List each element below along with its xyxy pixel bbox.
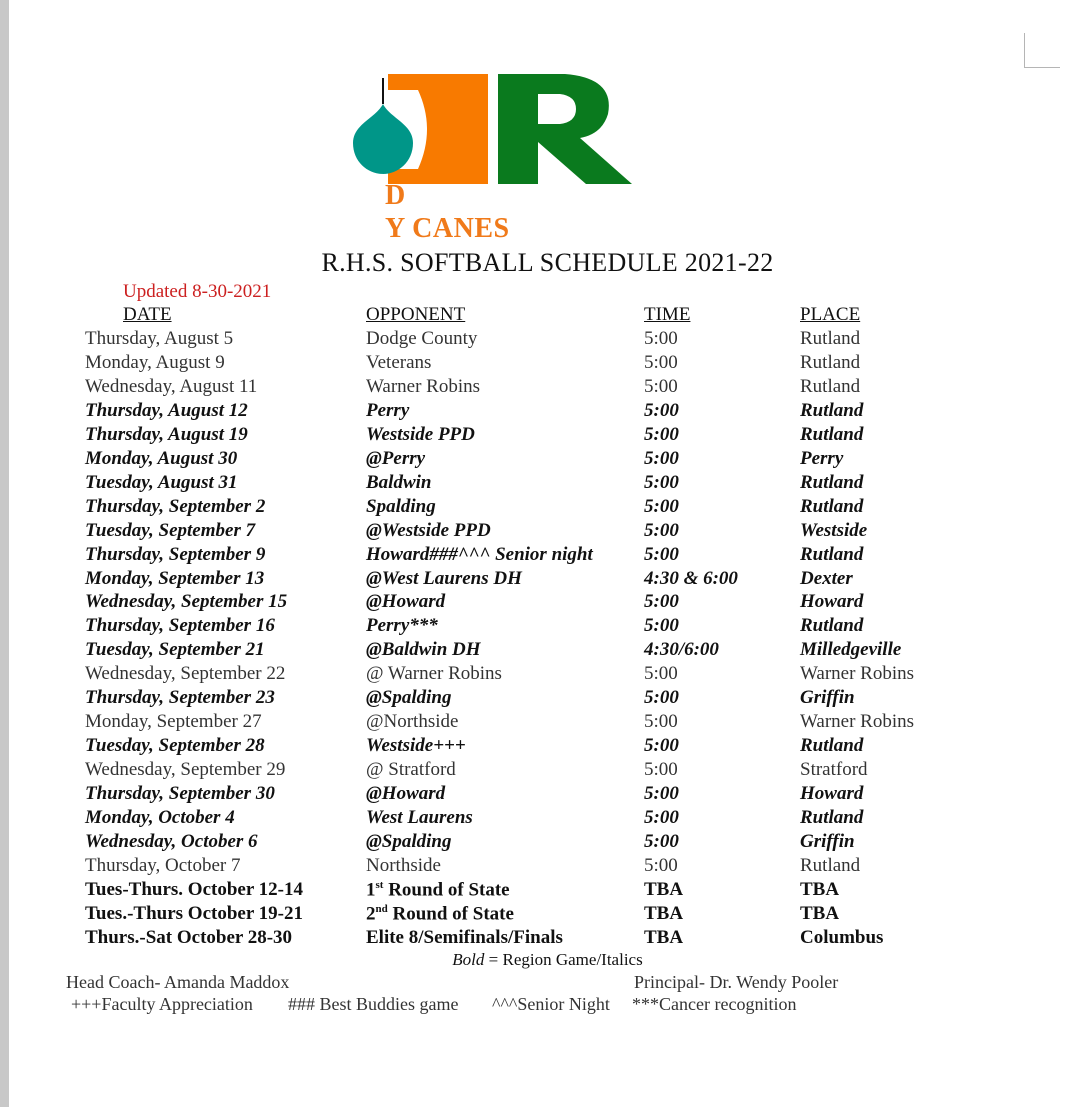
cell-opponent: Veterans <box>366 351 432 373</box>
cell-date: Tues-Thurs. October 12-14 <box>85 878 303 900</box>
table-row <box>0 424 1069 448</box>
cell-date: Tuesday, September 28 <box>85 735 265 757</box>
cell-place: Dexter <box>800 567 853 589</box>
cell-time: 5:00 <box>644 735 679 757</box>
table-row <box>0 496 1069 520</box>
raindrop-icon <box>353 104 413 174</box>
cell-place: Howard <box>800 591 864 613</box>
cell-opponent: Spalding <box>366 495 436 517</box>
table-row <box>0 615 1069 639</box>
cell-opponent: @Perry <box>366 447 426 469</box>
cell-opponent: 1st Round of State <box>366 878 510 901</box>
cell-date: Wednesday, September 29 <box>85 759 286 781</box>
cell-place: Columbus <box>800 926 884 948</box>
cell-date: Thursday, September 16 <box>85 615 275 637</box>
cell-place: Rutland <box>800 615 864 637</box>
cell-opponent: Baldwin <box>366 471 432 493</box>
cell-opponent: Dodge County <box>366 328 478 349</box>
cell-opponent: Warner Robins <box>366 375 481 397</box>
table-row <box>0 735 1069 759</box>
cell-opponent: @Baldwin DH <box>366 639 481 661</box>
table-row <box>0 807 1069 831</box>
note-best-buddies: ### Best Buddies game <box>288 994 459 1014</box>
cell-time: 5:00 <box>644 423 679 445</box>
table-row <box>0 328 1069 352</box>
cell-place: Griffin <box>800 830 855 852</box>
cell-time: 5:00 <box>644 591 679 613</box>
cell-opponent: @West Laurens DH <box>366 567 522 589</box>
cell-place: Westside <box>800 519 868 541</box>
cell-place: TBA <box>800 878 840 900</box>
table-row <box>0 544 1069 568</box>
head-coach: Head Coach- Amanda Maddox <box>66 972 290 992</box>
table-row <box>0 903 1069 927</box>
cell-date: Monday, August 30 <box>85 447 238 469</box>
table-row <box>0 927 1069 951</box>
cell-opponent: Northside <box>366 854 441 876</box>
table-row <box>0 400 1069 424</box>
column-header-place: PLACE <box>800 304 861 325</box>
cell-place: Rutland <box>800 351 861 373</box>
table-row <box>0 520 1069 544</box>
cell-date: Wednesday, October 6 <box>85 830 258 852</box>
cell-opponent: @Spalding <box>366 687 452 709</box>
cell-date: Monday, October 4 <box>85 807 235 828</box>
column-header-time: TIME <box>644 304 691 325</box>
cell-time: 5:00 <box>644 663 678 685</box>
table-row <box>0 352 1069 376</box>
legend <box>0 950 1069 970</box>
cell-opponent: @Northside <box>366 711 459 733</box>
cell-time: 5:00 <box>644 711 678 733</box>
cell-date: Monday, September 27 <box>85 711 262 733</box>
principal: Principal- Dr. Wendy Pooler <box>634 972 839 992</box>
cell-time: 5:00 <box>644 783 679 805</box>
cell-place: Rutland <box>800 328 861 349</box>
cell-opponent: @ Stratford <box>366 759 456 781</box>
cell-opponent: Howard###^^^ Senior night <box>366 543 593 565</box>
logo-letter: D <box>385 180 406 211</box>
cell-place: Rutland <box>800 495 864 517</box>
cell-place: Griffin <box>800 687 855 709</box>
cell-date: Thursday, August 5 <box>85 328 234 349</box>
cell-place: Rutland <box>800 735 864 757</box>
cell-place: Warner Robins <box>800 663 915 685</box>
table-row <box>0 591 1069 615</box>
table-row <box>0 663 1069 687</box>
table-row <box>0 831 1069 855</box>
table-row <box>0 448 1069 472</box>
table-row <box>0 376 1069 400</box>
cell-place: Rutland <box>800 854 861 876</box>
cell-place: Stratford <box>800 759 868 781</box>
cell-date: Thursday, September 30 <box>85 783 275 805</box>
cell-time: 5:00 <box>644 375 678 397</box>
cell-date: Tues.-Thurs October 19-21 <box>85 902 303 924</box>
cell-time: 5:00 <box>644 759 678 781</box>
cell-opponent: Perry*** <box>366 615 438 637</box>
cell-opponent: 2nd Round of State <box>366 902 514 925</box>
table-row <box>0 639 1069 663</box>
table-row <box>0 568 1069 592</box>
cell-time: 5:00 <box>644 687 679 709</box>
legend-text: = Region Game/Italics <box>484 950 643 969</box>
table-row <box>0 879 1069 903</box>
cell-time: 5:00 <box>644 471 679 493</box>
note-cancer: ***Cancer recognition <box>632 994 797 1014</box>
cell-time: 5:00 <box>644 351 678 373</box>
table-row <box>0 759 1069 783</box>
cell-time: 4:30/6:00 <box>644 639 719 661</box>
cell-time: 5:00 <box>644 543 679 565</box>
cell-date: Tuesday, August 31 <box>85 471 238 493</box>
cell-date: Thurs.-Sat October 28-30 <box>85 926 293 948</box>
note-faculty: +++Faculty Appreciation <box>71 994 253 1014</box>
logo-team-name: Y CANES <box>385 213 510 244</box>
cell-opponent: @Westside PPD <box>366 519 491 541</box>
table-row <box>0 711 1069 735</box>
cell-date: Monday, September 13 <box>85 567 265 589</box>
cell-opponent: @Howard <box>366 591 446 613</box>
cell-place: Rutland <box>800 399 864 421</box>
cell-time: 5:00 <box>644 495 679 517</box>
cell-opponent: West Laurens <box>366 807 473 828</box>
cell-time: 4:30 & 6:00 <box>644 567 738 589</box>
cell-place: Rutland <box>800 543 864 565</box>
cell-time: 5:00 <box>644 830 679 852</box>
cell-time: 5:00 <box>644 399 679 421</box>
cell-date: Thursday, September 23 <box>85 687 275 709</box>
cell-date: Thursday, October 7 <box>85 854 241 876</box>
cell-place: Perry <box>800 447 844 469</box>
cell-opponent: @ Warner Robins <box>366 663 502 685</box>
cell-place: Rutland <box>800 807 864 828</box>
cell-place: Rutland <box>800 423 864 445</box>
cell-opponent: Westside PPD <box>366 423 475 445</box>
cell-date: Thursday, August 19 <box>85 423 248 445</box>
cell-date: Thursday, September 9 <box>85 543 266 565</box>
table-row <box>0 687 1069 711</box>
cell-opponent: Elite 8/Semifinals/Finals <box>366 926 563 948</box>
cell-time: TBA <box>644 902 684 924</box>
page-corner-marker <box>1024 33 1060 68</box>
cell-place: Howard <box>800 783 864 805</box>
cell-place: Rutland <box>800 471 864 493</box>
table-row <box>0 472 1069 496</box>
note-senior-night: ^^^Senior Night <box>492 994 610 1014</box>
legend-bold-word: Bold <box>452 950 485 969</box>
cell-place: Rutland <box>800 375 861 397</box>
column-header-date: DATE <box>123 304 172 325</box>
logo-green-r <box>498 74 632 184</box>
cell-opponent: Westside+++ <box>366 735 466 757</box>
cell-place: Warner Robins <box>800 711 915 733</box>
table-row <box>0 855 1069 879</box>
cell-date: Wednesday, September 15 <box>85 591 288 613</box>
cell-date: Thursday, September 2 <box>85 495 266 517</box>
cell-place: Milledgeville <box>800 639 902 661</box>
cell-time: 5:00 <box>644 615 679 637</box>
cell-date: Tuesday, September 21 <box>85 639 265 661</box>
cell-opponent: @Spalding <box>366 830 452 852</box>
cell-time: 5:00 <box>644 447 679 469</box>
cell-place: TBA <box>800 902 840 924</box>
cell-date: Thursday, August 12 <box>85 399 248 421</box>
rhs-logo <box>340 66 640 191</box>
cell-time: TBA <box>644 878 684 900</box>
cell-time: 5:00 <box>644 519 679 541</box>
cell-date: Wednesday, August 11 <box>85 375 258 397</box>
cell-date: Wednesday, September 22 <box>85 663 286 685</box>
cell-time: 5:00 <box>644 854 678 876</box>
updated-date: Updated 8-30-2021 <box>123 281 272 302</box>
table-row <box>0 783 1069 807</box>
cell-time: TBA <box>644 926 684 948</box>
page-title: R.H.S. SOFTBALL SCHEDULE 2021-22 <box>321 248 774 277</box>
cell-time: 5:00 <box>644 328 678 349</box>
cell-opponent: Perry <box>366 399 410 421</box>
cell-time: 5:00 <box>644 807 679 828</box>
cell-date: Tuesday, September 7 <box>85 519 256 541</box>
column-header-opponent: OPPONENT <box>366 304 466 325</box>
cell-date: Monday, August 9 <box>85 351 225 373</box>
cell-opponent: @Howard <box>366 783 446 805</box>
